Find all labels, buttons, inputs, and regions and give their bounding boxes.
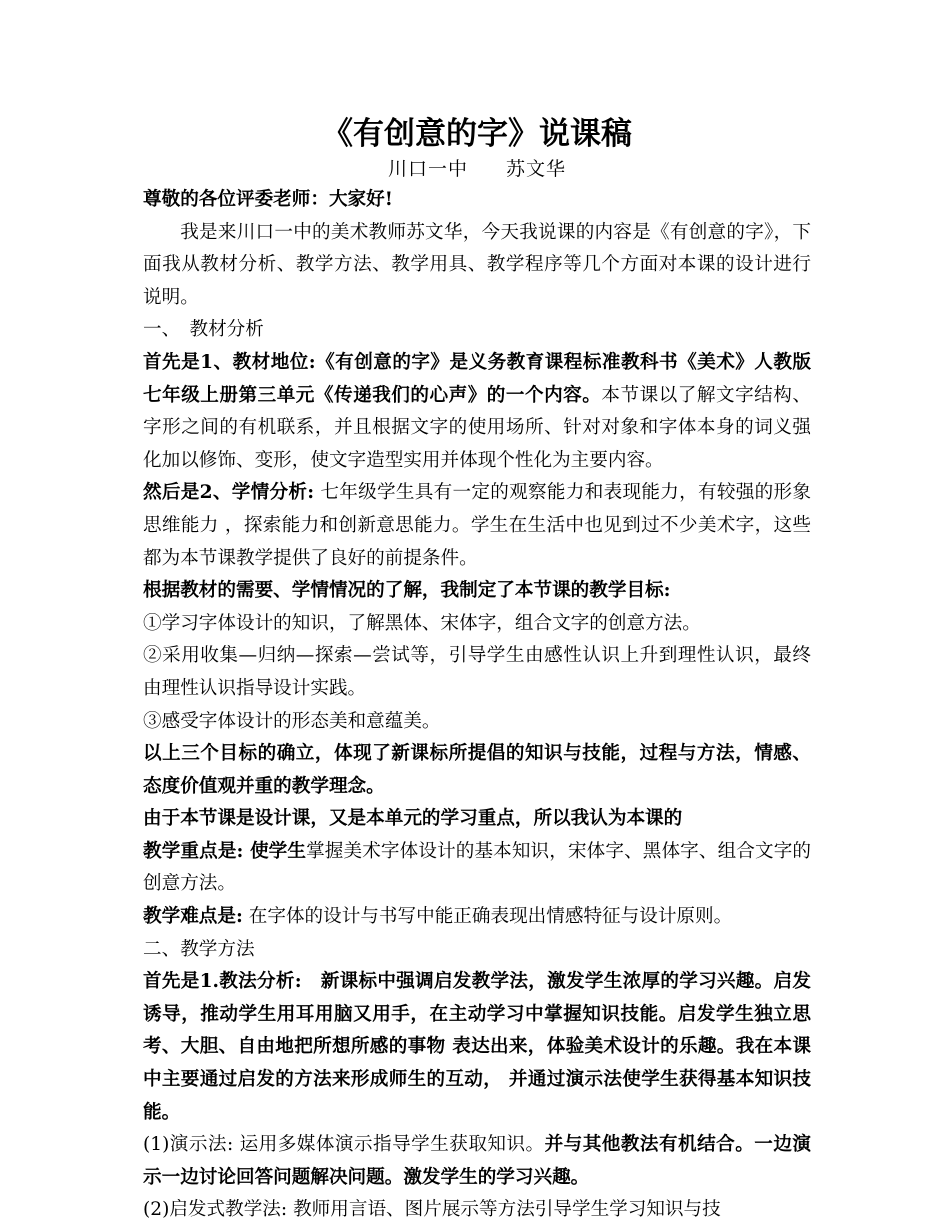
body-text: 掌握美术字体设计的基本知识，宋体字、黑体字、组合文字的创意方法。: [143, 840, 811, 895]
paragraph: 由于本节课是设计课，又是本单元的学习重点，所以我认为本课的: [143, 808, 683, 830]
document-page: [143, 112, 811, 1227]
greeting: 尊敬的各位评委老师：大家好!: [143, 189, 393, 210]
paragraph: [143, 1129, 811, 1194]
paragraph: [143, 477, 811, 575]
page-title: 《有创意的字》说课稿: [322, 116, 632, 152]
bold-text: 教学重点是: 使学生: [143, 840, 307, 862]
section-heading: 一、 教材分析: [143, 319, 264, 341]
paragraph: 以上三个目标的确立，体现了新课标所提倡的知识与技能，过程与方法，情感、态度价值观并重的教学理念。: [143, 743, 811, 797]
section-heading: 二、教学方法: [143, 938, 255, 960]
body-text: (1)演示法: 运用多媒体演示指导学生获取知识。: [143, 1134, 545, 1156]
body-text: 在字体的设计与书写中能正确表现出情感特征与设计原则。: [242, 906, 733, 928]
body-text: 本节课以了解文字结构、字形之间的有机联系，并且根据文字的使用场所、针对对象和字体本身的词义强化加以修饰、变形，使文字造型实用并体现个性化为主要内容。: [143, 384, 811, 471]
bold-text: 首先是1、教材地位:《有创意的字》是义务教育课程标准教科书《美术》人教版七年级上册第三单元《传递我们的心声》的一个内容。: [143, 351, 811, 406]
author-name: 苏文华: [506, 158, 567, 180]
bold-text: 教学难点是:: [143, 906, 243, 928]
bold-text: 并与其他教法有机结合。一边演示一边讨论回答问题解决问题。激发学生的学习兴趣。: [143, 1134, 811, 1188]
body-text: 七年级学生具有一定的观察能力和表现能力，有较强的形象思维能力 ，探索能力和创新意思能力。学生在生活中也见到过不少美术字，这些都为本节课教学提供了良好的前提条件。: [143, 482, 811, 569]
goal-item: ①学习字体设计的知识，了解黑体、宋体字，组合文字的创意方法。: [143, 612, 701, 634]
paragraph: 根据教材的需要、学情情况的了解，我制定了本节课的教学目标:: [143, 580, 671, 602]
goal-item: ②采用收集—归纳—探索—尝试等，引导学生由感性认识上升到理性认识，最终由理性认识指导设计实践。: [143, 645, 811, 699]
paragraph: [143, 347, 811, 477]
paragraph: 首先是1.教法分析: 新课标中强调启发教学法，激发学生浓厚的学习兴趣。启发诱导，推动学生用耳用脑又用手，在主动学习中掌握知识技能。启发学生独立思考、大胆、自由地把所想所感的事物 表达出来，体验美术设计的乐趣。我在本课中主要通过启发的方法来形成师生的互动， 并通过演示法使学生获得基本知识技能。: [143, 971, 811, 1123]
paragraph: (2)启发式教学法: 教师用言语、图片展示等方法引导学生学习知识与技: [143, 1199, 721, 1221]
paragraph: [143, 901, 811, 934]
author-school: 川口一中: [387, 158, 468, 180]
bold-text: 然后是2、学情分析:: [143, 482, 315, 504]
intro-paragraph: 我是来川口一中的美术教师苏文华，今天我说课的内容是《有创意的字》，下面我从教材分析、教学方法、教学用具、教学程序等几个方面对本课的设计进行说明。: [143, 221, 811, 308]
author-line: [143, 156, 811, 182]
goal-item: ③感受字体设计的形态美和意蕴美。: [143, 710, 441, 732]
paragraph: [143, 836, 811, 901]
